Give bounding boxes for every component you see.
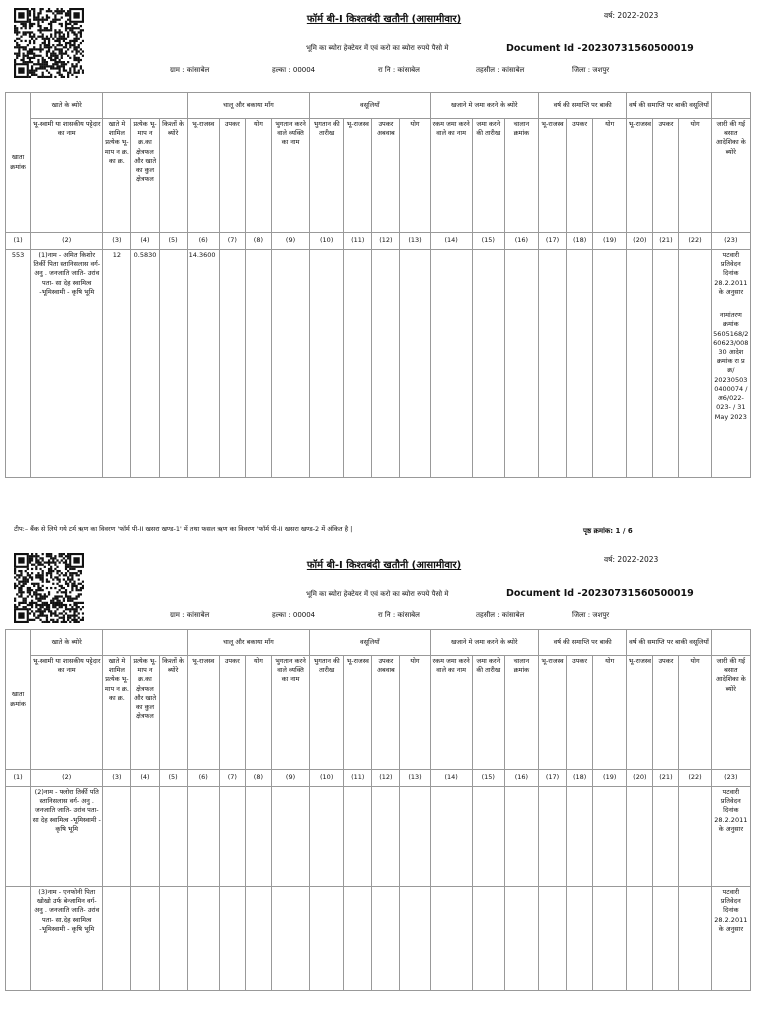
year-end-recovery-header: वर्ष की समाप्ति पर बाकी वसूलियाँ xyxy=(627,93,711,119)
col-number: (19) xyxy=(593,233,627,250)
col-header-h18: उपकर xyxy=(567,119,593,233)
col-header-h12: उपकर अबवाब xyxy=(372,656,400,770)
col-header-h7: उपकर xyxy=(219,656,245,770)
col-header-h6: भू-राजस्व xyxy=(187,656,219,770)
khata-number-header: खाता क्रमांक xyxy=(6,630,31,770)
col-header-h13: योग xyxy=(400,119,430,233)
recovery-header: वसूलियाँ xyxy=(310,93,430,119)
col-header-h18: उपकर xyxy=(567,656,593,770)
table-row xyxy=(6,787,751,887)
document-id: Document Id -20230731560500019 xyxy=(506,588,694,599)
col-header-h6: भू-राजस्व xyxy=(187,119,219,233)
col-header-h17: भू-राजस्व xyxy=(538,656,566,770)
col-header-h14: रकम जमा करने वाले का नाम xyxy=(430,119,472,233)
khata-details-header: खाते के ब्योरे xyxy=(31,630,103,656)
table-row xyxy=(6,887,751,991)
col-number: (16) xyxy=(504,233,538,250)
col-header-h12: उपकर अबवाब xyxy=(372,119,400,233)
col-number: (4) xyxy=(131,233,159,250)
col-number: (1) xyxy=(6,770,31,787)
col-header-h7: उपकर xyxy=(219,119,245,233)
col-number: (7) xyxy=(219,770,245,787)
col-number: (17) xyxy=(538,233,566,250)
khata-number-header: खाता क्रमांक xyxy=(6,93,31,233)
recovery-header: वसूलियाँ xyxy=(310,630,430,656)
ri: रा नि : कांसाबेल xyxy=(378,66,420,74)
col-header-h19: योग xyxy=(593,119,627,233)
col-number: (11) xyxy=(344,770,372,787)
district: जिला : जशपुर xyxy=(572,66,610,74)
col-number: (5) xyxy=(159,770,187,787)
col-number: (23) xyxy=(711,770,750,787)
tehsil: तहसील : कांसाबेल xyxy=(476,611,525,619)
village: ग्राम : कांसाबेल xyxy=(170,66,210,74)
col-header-h15: जमा करने की तारीख xyxy=(472,119,504,233)
document-id: Document Id -20230731560500019 xyxy=(506,43,694,54)
remark-patwari: पटवारी प्रतिवेदन दिनांक 28.2.2011 के अनुसार xyxy=(711,787,750,887)
col-number: (18) xyxy=(567,770,593,787)
col-number: (11) xyxy=(344,233,372,250)
col-number: (13) xyxy=(400,233,430,250)
treasury-header: खजाने मे जमा करने के ब्योरे xyxy=(430,630,538,656)
col-number: (12) xyxy=(372,770,400,787)
col-header-h11: भू-राजस्व xyxy=(344,656,372,770)
current-demand-header: चालू और बकाया माँग xyxy=(187,630,309,656)
col-header-h16: चालान क्रमांक xyxy=(504,119,538,233)
halka: हल्का : 00004 xyxy=(272,611,316,619)
subtitle: भूमि का ब्योरा हेक्टेयर में एवं करो का ब्योरा रुपये पैसो मे xyxy=(306,44,449,52)
col-number: (7) xyxy=(219,233,245,250)
col-number: (9) xyxy=(271,770,309,787)
tehsil: तहसील : कांसाबेल xyxy=(476,66,525,74)
col-number: (2) xyxy=(31,770,103,787)
col-number: (14) xyxy=(430,233,472,250)
col-header-h14: रकम जमा करने वाले का नाम xyxy=(430,656,472,770)
remark-cell xyxy=(711,250,750,478)
col-number: (16) xyxy=(504,770,538,787)
col-header-h21: उपकर xyxy=(653,656,679,770)
col-header-h15: जमा करने की तारीख xyxy=(472,656,504,770)
col-header-h3: खाते मे शामिल प्रत्येक भू-माप न क्र. का क्र. xyxy=(103,656,131,770)
treasury-header: खजाने मे जमा करने के ब्योरे xyxy=(430,93,538,119)
col-header-h23: जारी की गई बसात आदेशिका के ब्योरे xyxy=(711,119,750,233)
village: ग्राम : कांसाबेल xyxy=(170,611,210,619)
col-number: (3) xyxy=(103,770,131,787)
col-header-h11: भू-राजस्व xyxy=(344,119,372,233)
col-number: (10) xyxy=(310,770,344,787)
col-header-h5: किश्तों के ब्योरे xyxy=(159,119,187,233)
district: जिला : जशपुर xyxy=(572,611,610,619)
form-title: फॉर्म बी-I किश्तबंदी खतौनी (आसामीवार) xyxy=(306,560,462,571)
col-number: (17) xyxy=(538,770,566,787)
remark-patwari: पटवारी प्रतिवेदन दिनांक 28.2.2011 के अनुसार xyxy=(711,887,750,991)
page-number: पृष्ठ क्रमांक: 1 / 6 xyxy=(583,527,633,535)
col-header-h23: जारी की गई बसात आदेशिका के ब्योरे xyxy=(711,656,750,770)
col-number: (5) xyxy=(159,233,187,250)
col-header-h19: योग xyxy=(593,656,627,770)
col-number: (14) xyxy=(430,770,472,787)
col-number: (22) xyxy=(679,770,711,787)
col-header-h22: योग xyxy=(679,119,711,233)
col-header-h5: किश्तों के ब्योरे xyxy=(159,656,187,770)
col-header-h4: प्रत्येक भू-माप न क्र.का क्षेत्रफल और खाते का कुल क्षेत्रफल xyxy=(131,119,159,233)
col-number: (8) xyxy=(245,233,271,250)
col-number: (20) xyxy=(627,770,653,787)
subtitle: भूमि का ब्योरा हेक्टेयर में एवं करो का ब्योरा रुपये पैसो मे xyxy=(306,590,449,598)
col-number: (12) xyxy=(372,233,400,250)
khatauni-table xyxy=(5,92,751,478)
col-number: (13) xyxy=(400,770,430,787)
col-header-h2: भू-स्वामी या शासकीय पट्टेदार का नाम xyxy=(31,119,103,233)
halka: हल्का : 00004 xyxy=(272,66,316,74)
col-number: (4) xyxy=(131,770,159,787)
year-end-balance-header: वर्ष की समाप्ति पर बाकी xyxy=(538,630,626,656)
col-header-h3: खाते मे शामिल प्रत्येक भू-माप न क्र. का क्र. xyxy=(103,119,131,233)
khata-details-header: खाते के ब्योरे xyxy=(31,93,103,119)
remark-patwari: पटवारी प्रतिवेदन दिनांक 28.2.2011 के अनुसार xyxy=(714,251,748,296)
col-number: (15) xyxy=(472,233,504,250)
form-title: फॉर्म बी-I किश्तबंदी खतौनी (आसामीवार) xyxy=(306,14,462,25)
col-header-h9: भुगतान करने वाले व्यक्ति का नाम xyxy=(271,119,309,233)
col-number: (18) xyxy=(567,233,593,250)
ri: रा नि : कांसाबेल xyxy=(378,611,420,619)
col-number: (2) xyxy=(31,233,103,250)
col-number: (20) xyxy=(627,233,653,250)
col-number: (23) xyxy=(711,233,750,250)
owner-details: (3)नाम - एनफोनी पिता खोखो उर्फ बेन्जामिन वर्ग- अनु . जनजाति जाति- उरांव पता- सा.देह स्वामित्व -भूमिस्वामी - कृषि भूमि xyxy=(31,887,103,991)
col-number: (1) xyxy=(6,233,31,250)
col-header-h22: योग xyxy=(679,656,711,770)
col-header-h10: भुगतान की तारीख xyxy=(310,119,344,233)
khatauni-table xyxy=(5,629,751,991)
col-number: (8) xyxy=(245,770,271,787)
year: वर्ष: 2022-2023 xyxy=(604,555,659,564)
khata-number: 553 xyxy=(6,250,31,478)
col-number: (19) xyxy=(593,770,627,787)
col-header-h8: योग xyxy=(245,656,271,770)
col-number: (15) xyxy=(472,770,504,787)
plot-area: 0.5830 xyxy=(131,250,159,478)
col-number: (21) xyxy=(653,770,679,787)
col-header-h17: भू-राजस्व xyxy=(538,119,566,233)
col-number: (21) xyxy=(653,233,679,250)
footer-note: टीप:– बैंक से लिये गये टर्म ऋण का विवरण 'फॉर्म पी-II खसरा खण्ड-1' में तथा फसल ऋण का विवरण 'फॉर्म पी-II खसरा खण्ड-2 में अंकित है | xyxy=(14,525,353,533)
owner-details: (1)नाम - अमित किशोर तिर्की पिता स्तानिसलास वर्ग- अनु . जनजाति जाति- उरांव पता- सा देह स्वामित्व -भूमिस्वामी - कृषि भूमि xyxy=(31,250,103,478)
current-demand-header: चालू और बकाया माँग xyxy=(187,93,309,119)
col-header-h20: भू-राजस्व xyxy=(627,656,653,770)
col-header-h2: भू-स्वामी या शासकीय पट्टेदार का नाम xyxy=(31,656,103,770)
land-revenue: 14.3600 xyxy=(187,250,219,478)
col-header-h16: चालान क्रमांक xyxy=(504,656,538,770)
col-header-h8: योग xyxy=(245,119,271,233)
year-end-recovery-header: वर्ष की समाप्ति पर बाकी वसूलियाँ xyxy=(627,630,711,656)
col-header-h4: प्रत्येक भू-माप न क्र.का क्षेत्रफल और खाते का कुल क्षेत्रफल xyxy=(131,656,159,770)
col-number: (22) xyxy=(679,233,711,250)
col-number: (10) xyxy=(310,233,344,250)
col-header-h21: उपकर xyxy=(653,119,679,233)
col-number: (3) xyxy=(103,233,131,250)
plot-number: 12 xyxy=(103,250,131,478)
remark-mutation: नामांतरण क्रमांक 5605168/2 60623/008 30 आदेश क्रमांक रा प्र क्र/ 20230503 0400074 /अ6/022- 023- / 31 May 2023 xyxy=(713,311,749,421)
col-number: (6) xyxy=(187,233,219,250)
col-number: (9) xyxy=(271,233,309,250)
col-header-h9: भुगतान करने वाले व्यक्ति का नाम xyxy=(271,656,309,770)
year: वर्ष: 2022-2023 xyxy=(604,11,659,20)
col-number: (6) xyxy=(187,770,219,787)
owner-details: (2)नाम - फ्लोरा तिर्की पति स्तानिसलास वर्ग- अनु . जनजाति जाति- उरांव पता- सा देह स्वामित्व -भूमिस्वामी - कृषि भूमि xyxy=(31,787,103,887)
col-header-h13: योग xyxy=(400,656,430,770)
col-header-h20: भू-राजस्व xyxy=(627,119,653,233)
table-row xyxy=(6,250,751,478)
year-end-balance-header: वर्ष की समाप्ति पर बाकी xyxy=(538,93,626,119)
col-header-h10: भुगतान की तारीख xyxy=(310,656,344,770)
